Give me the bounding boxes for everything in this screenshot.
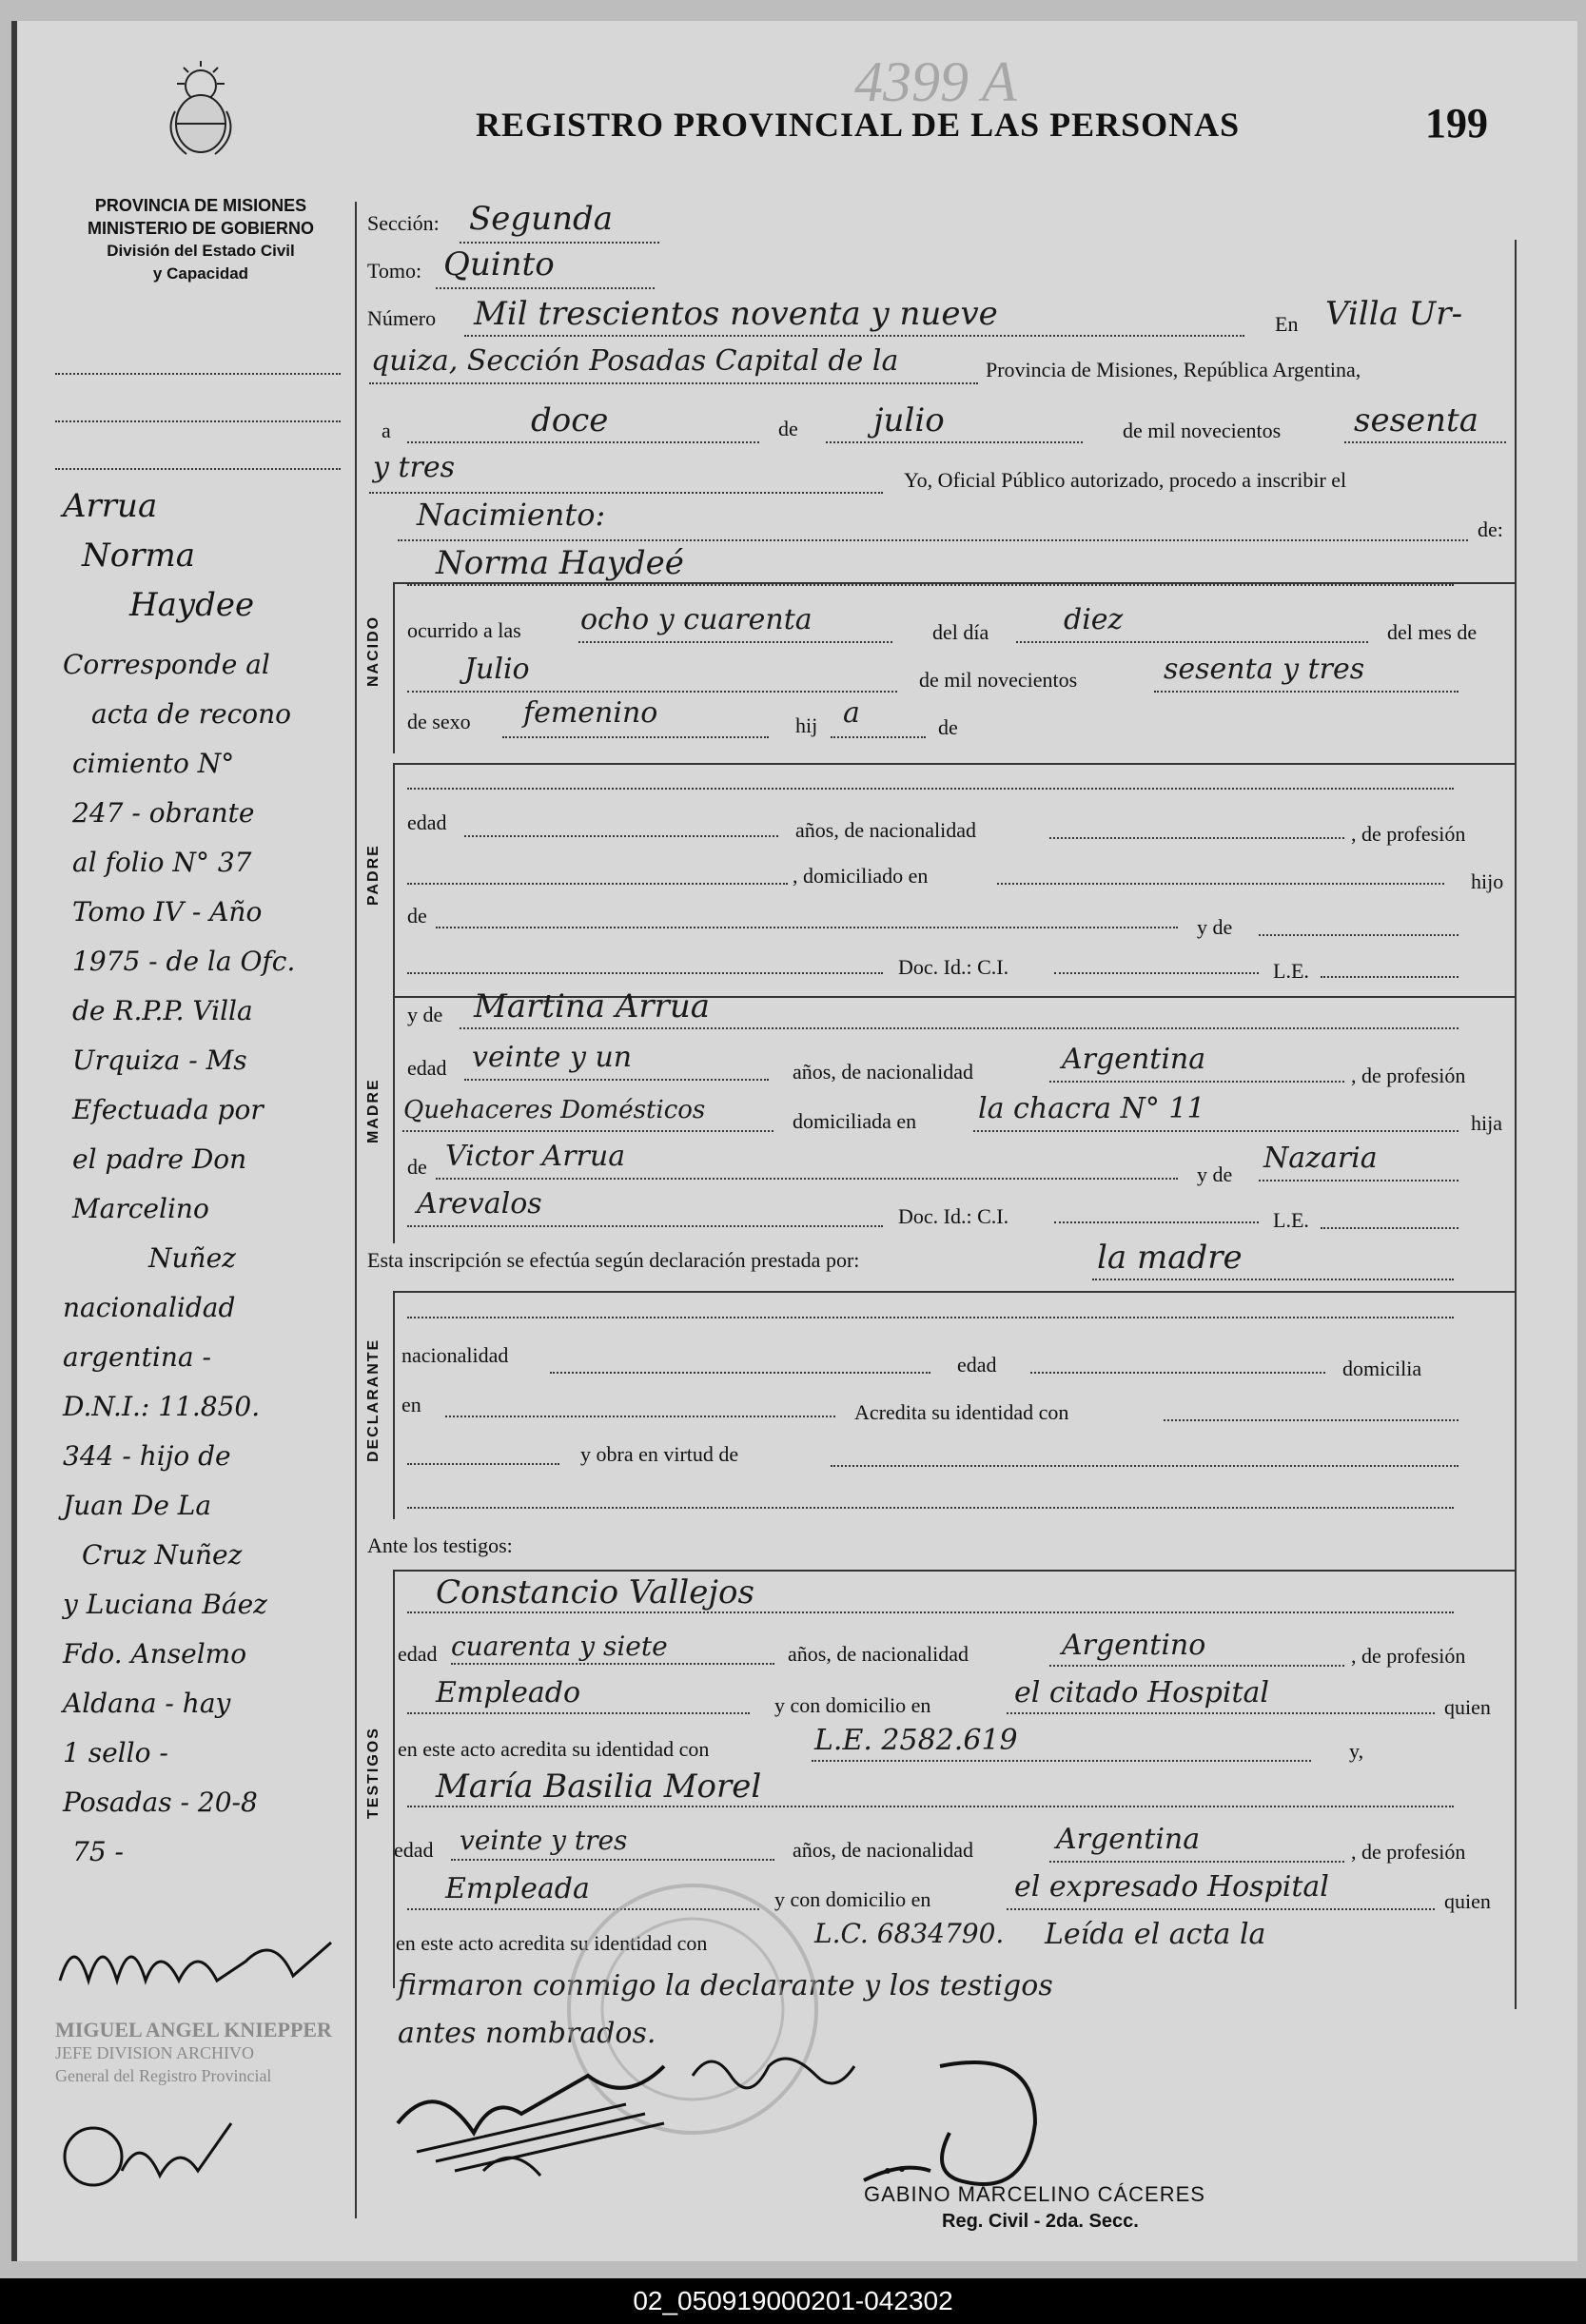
padre-edad-label: edad xyxy=(407,810,447,834)
page-number: 199 xyxy=(1425,100,1488,146)
testigo1-edad-label: edad xyxy=(398,1642,438,1666)
seccion-value: Segunda xyxy=(469,200,614,238)
margin-line: Urquiza - Ms xyxy=(72,1045,247,1076)
mes-nac-value: Julio xyxy=(464,653,530,686)
madre-padre-value: Victor Arrua xyxy=(445,1140,626,1173)
madre-nac-value: Argentina xyxy=(1062,1043,1206,1076)
padre-de-label: de xyxy=(407,904,427,928)
margin-stamp xyxy=(55,2019,360,2087)
dept-line-3: División del Estado Civil xyxy=(107,242,295,260)
testigo2-nac-value: Argentina xyxy=(1056,1823,1201,1856)
declarante-edad-label: edad xyxy=(957,1353,997,1377)
page-title: REGISTRO PROVINCIAL DE LAS PERSONAS xyxy=(476,106,1241,144)
margin-line: 1975 - de la Ofc. xyxy=(72,946,296,977)
margin-line: D.N.I.: 11.850. xyxy=(63,1391,261,1422)
padre-le-label: L.E. xyxy=(1273,959,1309,983)
tomo-value: Quinto xyxy=(443,245,555,283)
margin-line: el padre Don xyxy=(72,1143,247,1175)
madre-prof-label: , de profesión xyxy=(1351,1064,1466,1087)
testigo2-quien-label: quien xyxy=(1444,1889,1491,1913)
cierre-value-2: firmaron conmigo la declarante y los testigos xyxy=(398,1969,1053,2002)
coat-of-arms-icon xyxy=(158,59,244,164)
margin-line: 247 - obrante xyxy=(72,797,255,829)
declarante-acredita-label: Acredita su identidad con xyxy=(854,1400,1069,1424)
stamp-number: 4399 A xyxy=(854,50,1017,113)
margin-line: al folio N° 37 xyxy=(72,847,252,878)
margin-line: Aldana - hay xyxy=(63,1688,231,1719)
testigo1-prof-label: , de profesión xyxy=(1351,1644,1466,1668)
testigo1-domicilio-label: y con domicilio en xyxy=(774,1693,931,1717)
officer-name: GABINO MARCELINO CÁCERES xyxy=(864,2182,1205,2206)
margin-line: Nuñez xyxy=(148,1242,236,1274)
margin-line: 344 - hijo de xyxy=(63,1440,231,1472)
padre-domicilio-label: , domiciliado en xyxy=(793,864,929,888)
testigo2-prof-value: Empleada xyxy=(445,1872,590,1905)
de-mil-label: de mil novecientos xyxy=(1123,419,1282,442)
testigo2-nombre-value: María Basilia Morel xyxy=(436,1767,762,1806)
declarante-nac-label: nacionalidad xyxy=(401,1343,509,1367)
dept-line-2: MINISTERIO DE GOBIERNO xyxy=(87,219,315,238)
signatures-declarante xyxy=(379,2038,873,2190)
cierre-value-3: antes nombrados. xyxy=(398,2017,656,2050)
madre-nombre-value: Martina Arrua xyxy=(474,987,711,1025)
margin-line: Haydee xyxy=(129,586,255,624)
margin-stamp-line-3: General del Registro Provincial xyxy=(55,2066,272,2085)
testigo2-domicilio-label: y con domicilio en xyxy=(774,1887,931,1911)
del-mes-label: del mes de xyxy=(1387,620,1478,644)
declarante-en-label: en xyxy=(401,1393,421,1416)
en-label: En xyxy=(1275,312,1299,336)
a-label: a xyxy=(382,419,391,442)
sexo-label: de sexo xyxy=(407,710,471,733)
margin-line: Cruz Nuñez xyxy=(82,1539,243,1571)
margin-line: Tomo IV - Año xyxy=(72,896,263,928)
margin-line: Arrua xyxy=(63,487,158,525)
margin-line: nacionalidad xyxy=(63,1292,236,1323)
declarante-obra-label: y obra en virtud de xyxy=(580,1442,739,1466)
padre-doc-label: Doc. Id.: C.I. xyxy=(898,955,1009,979)
margin-line: acta de recono xyxy=(91,698,291,730)
mes-value: julio xyxy=(873,401,945,439)
testigo1-acredita-label: en este acto acredita su identidad con xyxy=(398,1737,710,1761)
cierre-value-1: Leída el acta la xyxy=(1045,1918,1266,1951)
de-colon-label: de: xyxy=(1478,518,1503,541)
image-id-footer: 02_050919000201-042302 xyxy=(0,2278,1586,2324)
madre-edad-label: edad xyxy=(407,1056,447,1080)
yo-oficial-label: Yo, Oficial Público autorizado, procedo a inscribir el xyxy=(904,468,1347,492)
side-label-padre: PADRE xyxy=(365,844,382,906)
testigo1-doc-value: L.E. 2582.619 xyxy=(814,1724,1018,1757)
department-block xyxy=(44,194,358,285)
testigo2-edad-value: veinte y tres xyxy=(460,1825,628,1856)
madre-madre-value-2: Arevalos xyxy=(417,1187,542,1221)
seccion-label: Sección: xyxy=(367,211,440,235)
margin-line: 75 - xyxy=(72,1836,124,1867)
madre-nac-label: años, de nacionalidad xyxy=(793,1060,973,1084)
madre-hija-label: hija xyxy=(1471,1111,1502,1135)
side-label-declarante: DECLARANTE xyxy=(365,1338,382,1462)
testigo1-prof-value: Empleado xyxy=(436,1676,581,1709)
margin-signature xyxy=(55,1914,341,2000)
madre-doc-label: Doc. Id.: C.I. xyxy=(898,1204,1009,1228)
ocurrido-label: ocurrido a las xyxy=(407,618,521,642)
testigo1-domicilio-value: el citado Hospital xyxy=(1014,1676,1269,1709)
margin-line: Juan De La xyxy=(63,1490,212,1521)
document-sheet xyxy=(11,21,1577,2261)
hora-value: ocho y cuarenta xyxy=(580,603,813,636)
de-label: de xyxy=(778,417,798,440)
ante-testigos-label: Ante los testigos: xyxy=(367,1533,513,1557)
madre-de-label: de xyxy=(407,1155,427,1179)
officer-title: Reg. Civil - 2da. Secc. xyxy=(942,2211,1139,2232)
margin-stamp-line-1: MIGUEL ANGEL KNIEPPER xyxy=(55,2018,332,2041)
anio-value-2: y tres xyxy=(373,451,456,484)
madre-domicilio-label: domiciliada en xyxy=(793,1109,917,1133)
testigo2-doc-value: L.C. 6834790. xyxy=(814,1918,1005,1949)
tomo-label: Tomo: xyxy=(367,259,422,283)
dept-line-4: y Capacidad xyxy=(152,264,249,283)
inscripcion-label: Esta inscripción se efectúa según declaración prestada por: xyxy=(367,1248,860,1272)
testigo2-edad-label: edad xyxy=(394,1838,434,1862)
de2-label: de xyxy=(938,715,958,739)
testigo1-nombre-value: Constancio Vallejos xyxy=(436,1573,754,1611)
madre-prof-value: Quehaceres Domésticos xyxy=(403,1096,706,1124)
side-label-nacido: NACIDO xyxy=(365,615,382,687)
margin-line: Marcelino xyxy=(72,1193,209,1224)
margin-line: cimiento N° xyxy=(72,748,235,779)
margin-stamp-line-2: JEFE DIVISION ARCHIVO xyxy=(55,2043,255,2062)
madre-y-de2-label: y de xyxy=(1197,1162,1233,1186)
del-dia-label: del día xyxy=(932,620,989,644)
margin-initials-signature xyxy=(55,2104,245,2209)
testigo1-nac-value: Argentino xyxy=(1062,1629,1206,1662)
margin-line: de R.P.P. Villa xyxy=(72,995,253,1026)
dia-value: doce xyxy=(531,401,609,439)
madre-le-label: L.E. xyxy=(1273,1208,1309,1232)
madre-domicilio-value: la chacra N° 11 xyxy=(978,1092,1205,1125)
de-mil-nac-label: de mil novecientos xyxy=(919,668,1078,692)
testigo2-domicilio-value: el expresado Hospital xyxy=(1014,1870,1329,1904)
provincia-label: Provincia de Misiones, República Argentina, xyxy=(986,358,1361,381)
lugar-value-1: Villa Ur- xyxy=(1325,295,1463,333)
margin-line: 1 sello - xyxy=(63,1737,168,1768)
margin-line: Posadas - 20-8 xyxy=(63,1787,258,1818)
declarante-value: la madre xyxy=(1097,1239,1243,1277)
margin-line: Fdo. Anselmo xyxy=(63,1638,247,1670)
anio-nac-value: sesenta y tres xyxy=(1164,653,1365,686)
testigo2-acredita-label: en este acto acredita su identidad con xyxy=(396,1931,708,1955)
lugar-value-2: quiza, Sección Posadas Capital de la xyxy=(371,344,899,378)
madre-y-de-label: y de xyxy=(407,1003,443,1026)
madre-madre-value-1: Nazaria xyxy=(1263,1142,1378,1175)
nombre-value: Norma Haydeé xyxy=(436,544,684,582)
acto-value: Nacimiento: xyxy=(417,497,606,533)
dia-nac-value: diez xyxy=(1064,603,1124,636)
testigo1-quien-label: quien xyxy=(1444,1695,1491,1719)
testigo2-prof-label: , de profesión xyxy=(1351,1840,1466,1864)
padre-nac-label: años, de nacionalidad xyxy=(795,818,976,842)
declarante-domicilia-label: domicilia xyxy=(1342,1357,1422,1380)
margin-line: argentina - xyxy=(63,1341,211,1373)
hij-suffix-value: a xyxy=(843,696,860,730)
margin-line: y Luciana Báez xyxy=(63,1589,267,1620)
dept-line-1: PROVINCIA DE MISIONES xyxy=(94,196,307,215)
madre-edad-value: veinte y un xyxy=(472,1041,633,1074)
testigo1-nac-label: años, de nacionalidad xyxy=(788,1642,969,1666)
side-label-madre: MADRE xyxy=(365,1078,382,1143)
margin-line: Efectuada por xyxy=(72,1094,264,1125)
numero-label: Número xyxy=(367,306,437,330)
padre-hijo-label: hijo xyxy=(1471,869,1504,893)
padre-prof-label: , de profesión xyxy=(1351,822,1466,846)
margin-line: Norma xyxy=(82,537,195,575)
testigo1-edad-value: cuarenta y siete xyxy=(451,1631,668,1662)
numero-value: Mil trescientos noventa y nueve xyxy=(474,295,998,333)
testigo1-y-label: y, xyxy=(1349,1739,1364,1763)
signature-officer xyxy=(845,2057,1092,2199)
margin-line: Corresponde al xyxy=(63,649,270,680)
testigo2-nac-label: años, de nacionalidad xyxy=(793,1838,973,1862)
anio-value-1: sesenta xyxy=(1354,401,1478,439)
padre-y-de-label: y de xyxy=(1197,915,1233,939)
side-label-testigos: TESTIGOS xyxy=(365,1727,382,1819)
hij-label: hij xyxy=(795,713,818,737)
sexo-value: femenino xyxy=(523,696,658,730)
